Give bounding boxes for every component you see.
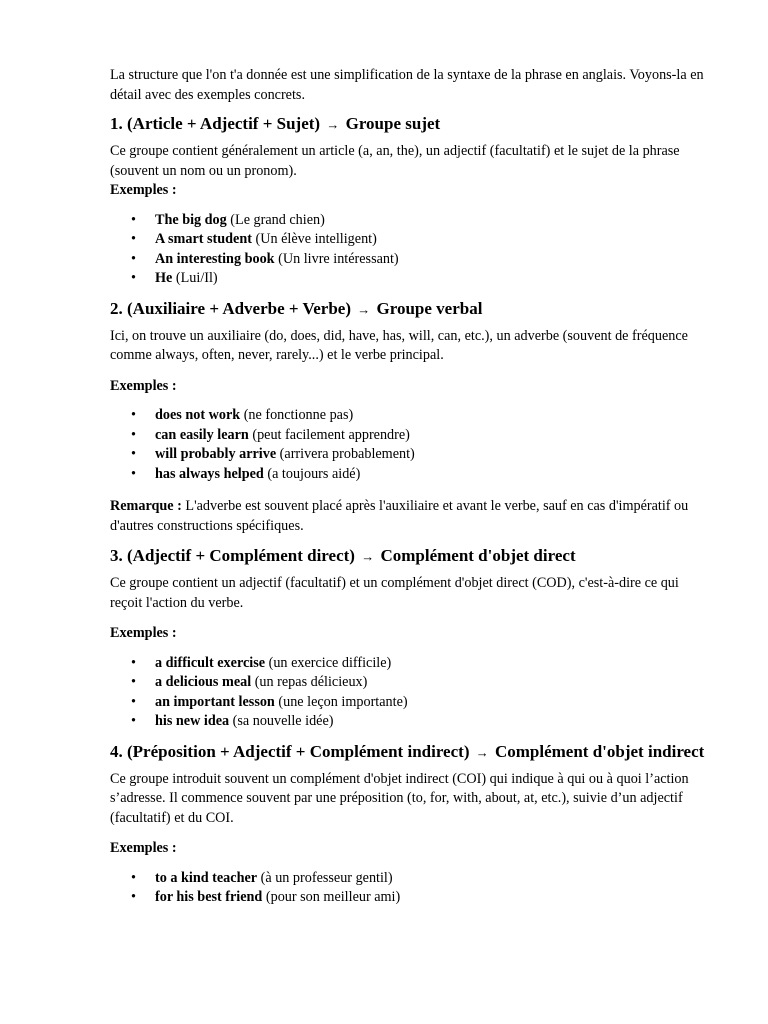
- example-english: An interesting book: [155, 250, 275, 267]
- example-french: (Lui/Il): [172, 270, 218, 286]
- section-2-remark: [110, 497, 710, 536]
- example-french: (un repas délicieux): [251, 674, 368, 690]
- section-2-description: Ici, on trouve un auxiliaire (do, does, did, have, has, will, can, etc.), un adverbe (souvent de fréquence comme always, often, never, rarely...) et le verbe principal.: [110, 327, 688, 363]
- list-item: [128, 445, 710, 465]
- arrow-icon: →: [326, 117, 340, 132]
- document-body: [110, 66, 710, 908]
- arrow-icon: →: [361, 549, 375, 564]
- section-1-examples-list: [110, 211, 710, 289]
- example-english: He: [155, 270, 173, 286]
- bullet-icon: •: [131, 211, 136, 228]
- section-3-title-right: Complément d'objet direct: [380, 546, 576, 565]
- section-2-heading: [110, 298, 710, 321]
- section-1-examples-label: Exemples :: [110, 182, 177, 198]
- list-item: [128, 693, 710, 713]
- example-french: (Un livre intéressant): [274, 250, 399, 267]
- list-item: [128, 869, 710, 889]
- bullet-icon: •: [131, 674, 136, 690]
- list-item: [128, 673, 710, 693]
- remark-label: Remarque :: [110, 498, 182, 514]
- arrow-icon: →: [357, 301, 371, 317]
- example-english: has always helped: [155, 465, 264, 482]
- section-4-title-right: Complément d'objet indirect: [494, 741, 705, 761]
- bullet-icon: •: [131, 407, 136, 423]
- section-2-examples-label: Exemples :: [110, 377, 177, 394]
- example-english: to a kind teacher: [155, 869, 258, 886]
- section-4-title-left: 4. (Préposition + Adjectif + Complément indirect): [110, 741, 470, 761]
- section-2-examples-list: [110, 406, 710, 484]
- bullet-icon: •: [131, 426, 136, 443]
- remark-text: L'adverbe est souvent placé après l'auxiliaire et avant le verbe, sauf en cas d'impératif ou d'autres constructions spécifiques.: [110, 498, 689, 534]
- example-english: a delicious meal: [155, 674, 252, 690]
- example-english: will probably arrive: [155, 446, 277, 462]
- section-4-heading: [110, 741, 710, 764]
- list-item: [128, 712, 710, 732]
- section-1-title-left: 1. (Article + Adjectif + Sujet): [110, 114, 321, 133]
- section-1-heading: [110, 113, 710, 136]
- section-2-title-right: Groupe verbal: [376, 298, 483, 318]
- bullet-icon: •: [131, 465, 136, 482]
- bullet-icon: •: [131, 270, 136, 286]
- example-french: (peut facilement apprendre): [248, 426, 410, 443]
- example-french: (sa nouvelle idée): [229, 713, 334, 729]
- example-french: (Un élève intelligent): [251, 231, 377, 247]
- section-4-examples-list: [110, 869, 710, 908]
- example-french: (ne fonctionne pas): [240, 407, 354, 423]
- list-item: [128, 426, 710, 446]
- example-french: (Le grand chien): [226, 211, 325, 228]
- example-french: (pour son meilleur ami): [262, 889, 401, 905]
- list-item: [128, 250, 710, 270]
- list-item: [128, 269, 710, 289]
- intro-paragraph: La structure que l'on t'a donnée est une simplification de la syntaxe de la phrase en anglais. Voyons-la en détail avec des exemples concrets.: [110, 67, 704, 103]
- section-2-title-left: 2. (Auxiliaire + Adverbe + Verbe): [110, 298, 351, 318]
- example-french: (un exercice difficile): [265, 654, 392, 671]
- section-1-title-right: Groupe sujet: [345, 114, 441, 133]
- section-3-description: Ce groupe contient un adjectif (facultatif) et un complément d'objet direct (COD), c'est-à-dire ce qui reçoit l'action du verbe.: [110, 575, 679, 611]
- section-3-examples-label: Exemples :: [110, 625, 177, 641]
- bullet-icon: •: [131, 654, 136, 671]
- bullet-icon: •: [131, 889, 136, 905]
- section-4-description: Ce groupe introduit souvent un complément d'objet indirect (COI) qui indique à qui ou à quoi l’action s’adresse. Il commence souvent par une préposition (to, for, with, about, at, etc.), suivie d’un adjectif (facultatif) et du COI.: [110, 770, 689, 826]
- example-english: his new idea: [155, 713, 230, 729]
- list-item: [128, 230, 710, 250]
- list-item: [128, 406, 710, 426]
- list-item: [128, 888, 710, 908]
- example-english: for his best friend: [155, 889, 263, 905]
- list-item: [128, 654, 710, 674]
- example-english: A smart student: [155, 231, 252, 247]
- bullet-icon: •: [131, 713, 136, 729]
- section-3-examples-list: [110, 654, 710, 732]
- example-french: (une leçon importante): [274, 693, 408, 710]
- section-1-description: Ce groupe contient généralement un article (a, an, the), un adjectif (facultatif) et le sujet de la phrase (souvent un nom ou un pronom).: [110, 143, 680, 179]
- example-english: a difficult exercise: [155, 654, 266, 671]
- section-3-heading: [110, 545, 710, 568]
- bullet-icon: •: [131, 869, 136, 886]
- section-3-title-left: 3. (Adjectif + Complément direct): [110, 546, 355, 565]
- arrow-icon: →: [475, 744, 489, 760]
- example-english: can easily learn: [155, 426, 249, 443]
- example-english: does not work: [155, 407, 241, 423]
- section-4-examples-label: Exemples :: [110, 840, 177, 856]
- bullet-icon: •: [131, 693, 136, 710]
- list-item: [128, 211, 710, 231]
- example-english: The big dog: [155, 211, 227, 228]
- example-french: (arrivera probablement): [276, 446, 415, 462]
- example-french: (a toujours aidé): [263, 465, 361, 482]
- example-english: an important lesson: [155, 693, 275, 710]
- list-item: [128, 465, 710, 485]
- bullet-icon: •: [131, 250, 136, 267]
- example-french: (à un professeur gentil): [257, 869, 393, 886]
- bullet-icon: •: [131, 231, 136, 247]
- bullet-icon: •: [131, 446, 136, 462]
